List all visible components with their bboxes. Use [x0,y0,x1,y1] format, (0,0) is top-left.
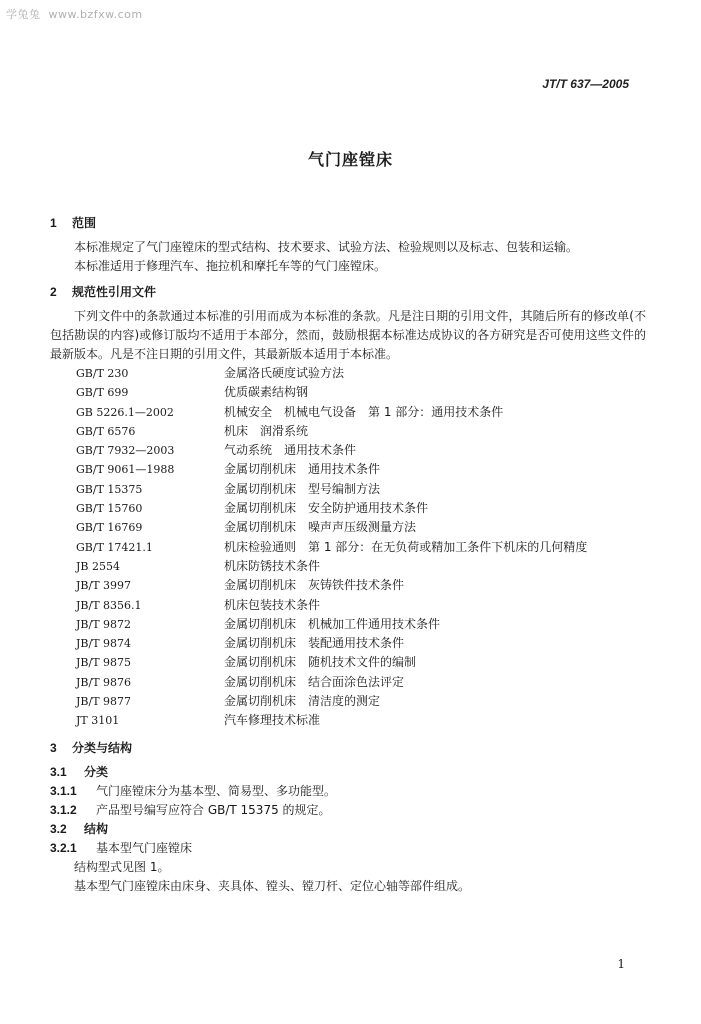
clause-text: 基本型气门座镗床 [96,840,193,855]
paragraph: 结构型式见图 1。 [74,859,170,874]
section-heading-normative-references [50,281,646,303]
reference-title: 机床防锈技术条件 [224,558,321,573]
document-title: 气门座镗床 [307,150,393,169]
reference-code: JB 2554 [76,559,120,573]
reference-title: 机床 润滑系统 [224,423,309,438]
reference-item [50,480,646,499]
reference-title: 机械安全 机械电气设备 第 1 部分：通用技术条件 [224,404,504,419]
watermark [6,6,143,22]
reference-item [50,576,646,595]
subsection-title: 分类 [84,764,109,779]
reference-item [50,673,646,692]
section-title: 分类与结构 [72,740,133,755]
section-heading-scope [50,212,646,234]
reference-item [50,441,646,460]
reference-title: 机床检验通则 第 1 部分：在无负荷或精加工条件下机床的几何精度 [224,539,588,554]
reference-title: 优质碳素结构钢 [224,385,309,400]
page-number: 1 [617,957,625,971]
clause-3-1-2 [50,801,646,820]
section-title: 规范性引用文件 [72,285,157,299]
reference-code: GB/T 6576 [76,424,136,438]
section-heading-classification [50,737,646,759]
section-number: 1 [50,216,57,230]
clause-number: 3.1.1 [50,783,77,798]
reference-item [50,634,646,653]
reference-list [50,364,646,731]
reference-title: 金属切削机床 型号编制方法 [224,481,381,496]
paragraph: 下列文件中的条款通过本标准的引用而成为本标准的条款。凡是注日期的引用文件，其随后所有的修改单(不包括勘误的内容)或修订版均不适用于本部分，然而，鼓励根据本标准达成协议的各方研究是否可使用这些文件的最新版本。凡是不注日期的引用文件，其最新版本适用于本标准。 [50,309,646,361]
paragraph: 本标准适用于修理汽车、拖拉机和摩托车等的气门座镗床。 [74,259,387,273]
reference-code: GB/T 17421.1 [76,540,153,554]
reference-title: 金属切削机床 随机技术文件的编制 [224,655,417,670]
subsection-title: 结构 [84,821,109,836]
reference-code: JB/T 9877 [76,695,132,709]
clause-number: 3.1.2 [50,802,77,817]
reference-code: GB/T 230 [76,367,129,380]
reference-title: 金属切削机床 通用技术条件 [224,462,381,477]
watermark-site-name: 学兔兔 [6,8,41,21]
reference-code: JB/T 3997 [76,579,132,593]
reference-item [50,518,646,537]
reference-title: 金属切削机床 灰铸铁件技术条件 [224,578,405,593]
reference-item [50,596,646,615]
reference-item [50,538,646,557]
reference-code: GB/T 7932—2003 [76,444,175,458]
subsection-heading-classification [50,763,646,782]
clause-number: 3.2.1 [50,840,77,855]
reference-item [50,499,646,518]
reference-item [50,615,646,634]
reference-code: JB/T 9876 [76,675,132,689]
standard-code: JT/T 637—2005 [542,77,629,91]
reference-title: 机床包装技术条件 [224,597,321,612]
reference-item [50,383,646,402]
section-number: 2 [50,285,57,299]
reference-item [50,422,646,441]
reference-item [50,364,646,383]
document-body [50,212,646,896]
reference-title: 金属切削机床 噪声声压级测量方法 [224,520,417,535]
reference-code: GB/T 9061—1988 [76,463,175,477]
reference-item [50,460,646,479]
reference-title: 金属切削机床 机械加工件通用技术条件 [224,616,441,631]
reference-code: GB/T 16769 [76,521,143,535]
watermark-site-url: www.bzfxw.com [48,8,143,21]
clause-text: 产品型号编写应符合 GB/T 15375 的规定。 [96,802,331,817]
reference-title: 金属洛氏硬度试验方法 [224,366,345,380]
reference-code: GB/T 15375 [76,482,143,496]
reference-code: JT 3101 [76,714,120,728]
reference-title: 金属切削机床 装配通用技术条件 [224,636,405,651]
reference-code: GB/T 699 [76,386,129,400]
reference-code: JB/T 8356.1 [76,598,142,612]
reference-code: JB/T 9875 [76,656,132,670]
reference-title: 金属切削机床 结合面涂色法评定 [224,674,405,689]
reference-title: 金属切削机床 安全防护通用技术条件 [224,501,429,516]
clause-3-2-1 [50,839,646,858]
subsection-number: 3.2 [50,821,67,836]
reference-title: 气动系统 通用技术条件 [224,443,357,458]
reference-item [50,557,646,576]
reference-item [50,711,646,730]
reference-title: 汽车修理技术标准 [224,713,321,728]
reference-item [50,653,646,672]
paragraph: 基本型气门座镗床由床身、夹具体、镗头、镗刀杆、定位心轴等部件组成。 [74,878,471,893]
reference-item [50,692,646,711]
reference-item [50,403,646,422]
subsection-number: 3.1 [50,764,67,779]
reference-code: JB/T 9874 [76,637,132,651]
paragraph: 本标准规定了气门座镗床的型式结构、技术要求、试验方法、检验规则以及标志、包装和运输。 [74,240,579,254]
subsection-heading-structure [50,820,646,839]
clause-3-1-1 [50,782,646,801]
section-title: 范围 [72,216,97,230]
reference-code: JB/T 9872 [76,617,132,631]
reference-title: 金属切削机床 清洁度的测定 [224,694,381,709]
section-number: 3 [50,740,57,755]
reference-code: GB 5226.1—2002 [76,405,174,419]
clause-text: 气门座镗床分为基本型、简易型、多功能型。 [96,783,337,798]
reference-code: GB/T 15760 [76,502,143,516]
